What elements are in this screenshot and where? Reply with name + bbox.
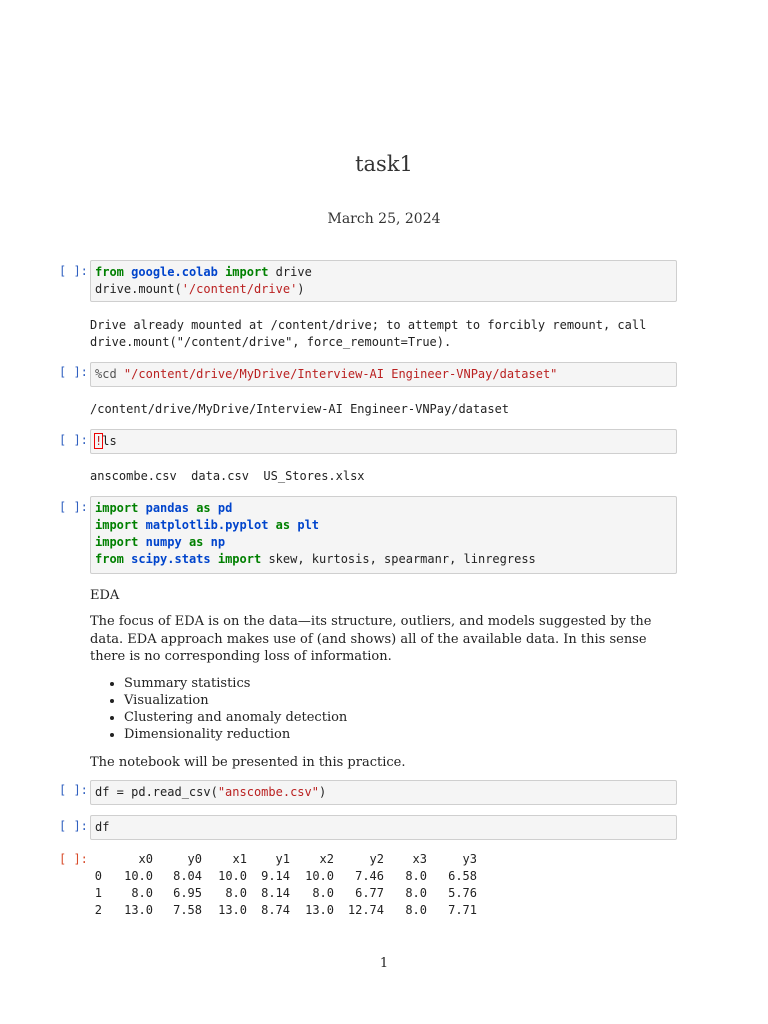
column-header: x0 [138, 852, 153, 866]
document-title: task1 [355, 152, 413, 176]
input-prompt: [ ]: [59, 783, 88, 797]
bullet-list [90, 675, 624, 743]
code-cell-df[interactable] [90, 815, 677, 840]
input-prompt: [ ]: [59, 500, 88, 514]
alias-name: plt [297, 518, 320, 532]
markdown-closing: The notebook will be presented in this practice. [90, 755, 406, 770]
cell-output-ls: anscombe.csv data.csv US_Stores.xlsx [90, 469, 365, 483]
column-header: y0 [187, 852, 202, 866]
list-item: • Visualization [124, 692, 624, 709]
output-line: drive.mount("/content/drive", force_remount=True). [90, 335, 452, 349]
keyword: as [275, 518, 291, 532]
table-cell: 8.74 [261, 903, 290, 917]
code-cell-read-csv[interactable] [90, 780, 677, 805]
table-row [90, 885, 477, 902]
alias-name: pd [217, 501, 233, 515]
table-cell: 1 [94, 886, 102, 900]
document-date: March 25, 2024 [327, 211, 441, 227]
table-cell: 10.0 [305, 869, 334, 883]
column-header: y3 [462, 852, 477, 866]
alias-name: np [210, 535, 226, 549]
input-prompt: [ ]: [59, 819, 88, 833]
keyword: import [95, 518, 139, 532]
table-cell: 5.76 [448, 886, 477, 900]
shell-command: ls [102, 434, 117, 448]
string-literal: "/content/drive/MyDrive/Interview-AI Engineer-VNPay/dataset" [123, 367, 558, 381]
table-cell: 13.0 [124, 903, 153, 917]
column-header: x2 [319, 852, 334, 866]
string-literal: '/content/drive' [181, 282, 298, 296]
code-text: df [95, 820, 110, 834]
keyword: as [188, 535, 204, 549]
module-name: matplotlib.pyplot [145, 518, 269, 532]
column-header: y1 [275, 852, 290, 866]
markdown-paragraph: The focus of EDA is on the data—its structure, outliers, and models suggested by the data. EDA approach makes use of (and shows) all of the available data. In this sense there is no corresponding loss of information. [90, 614, 652, 664]
markdown-heading: EDA [90, 588, 120, 603]
table-cell: 6.58 [448, 869, 477, 883]
output-line: Drive already mounted at /content/drive; to attempt to forcibly remount, call [90, 318, 647, 332]
cell-output-drive-mount [90, 317, 690, 351]
column-header: y2 [369, 852, 384, 866]
table-cell: 10.0 [218, 869, 247, 883]
code-cell-imports[interactable] [90, 496, 677, 574]
table-cell: 8.0 [225, 886, 247, 900]
keyword: import [95, 501, 139, 515]
code-text: drive.mount( [95, 282, 182, 296]
column-header: x1 [232, 852, 247, 866]
table-row [90, 868, 477, 885]
table-cell: 8.0 [405, 869, 427, 883]
column-header: x3 [412, 852, 427, 866]
table-cell: 9.14 [261, 869, 290, 883]
table-cell: 8.0 [312, 886, 334, 900]
table-cell: 6.77 [355, 886, 384, 900]
table-cell: 7.46 [355, 869, 384, 883]
cell-output-cd: /content/drive/MyDrive/Interview-AI Engineer-VNPay/dataset [90, 402, 510, 416]
keyword: import [225, 265, 269, 279]
code-text: ) [297, 282, 305, 296]
table-cell: 7.71 [448, 903, 477, 917]
code-cell-drive-mount[interactable] [90, 260, 677, 302]
module-name: numpy [145, 535, 182, 549]
table-cell: 8.0 [405, 903, 427, 917]
keyword: import [95, 535, 139, 549]
module-name: scipy.stats [131, 552, 211, 566]
table-cell: 0 [94, 869, 102, 883]
code-text: ) [318, 785, 327, 799]
column-header [90, 851, 102, 868]
string-literal: "anscombe.csv" [217, 785, 319, 799]
table-cell: 8.04 [173, 869, 202, 883]
page-number: 1 [379, 956, 389, 971]
keyword: from [95, 552, 124, 566]
input-prompt: [ ]: [59, 433, 88, 447]
input-prompt: [ ]: [59, 365, 88, 379]
table-cell: 7.58 [173, 903, 202, 917]
keyword: import [217, 552, 262, 566]
code-text: df = pd.read_csv( [95, 785, 218, 799]
list-item: • Summary statistics [124, 675, 624, 692]
module-name: google.colab [131, 265, 218, 279]
table-cell: 2 [94, 903, 102, 917]
table-cell: 12.74 [347, 903, 384, 917]
output-prompt: [ ]: [59, 852, 88, 866]
table-cell: 6.95 [173, 886, 202, 900]
shell-bang: ! [95, 434, 103, 448]
magic-command: %cd [95, 367, 117, 381]
list-item: • Clustering and anomaly detection [124, 709, 624, 726]
module-name: pandas [145, 501, 189, 515]
input-prompt: [ ]: [59, 264, 88, 278]
table-cell: 8.0 [131, 886, 153, 900]
table-cell: 8.0 [405, 886, 427, 900]
keyword: as [196, 501, 211, 515]
code-cell-cd[interactable] [90, 362, 677, 387]
table-cell: 13.0 [218, 903, 247, 917]
table-row [90, 902, 477, 919]
table-cell: 8.14 [261, 886, 290, 900]
code-cell-ls[interactable] [90, 429, 677, 454]
keyword: from [95, 265, 124, 279]
import-name: drive [275, 265, 312, 279]
list-item: • Dimensionality reduction [124, 726, 624, 743]
import-names: skew, kurtosis, spearmanr, linregress [268, 552, 536, 566]
dataframe-table [90, 851, 477, 919]
table-cell: 13.0 [305, 903, 334, 917]
table-header-row [90, 851, 477, 868]
table-cell: 10.0 [124, 869, 153, 883]
